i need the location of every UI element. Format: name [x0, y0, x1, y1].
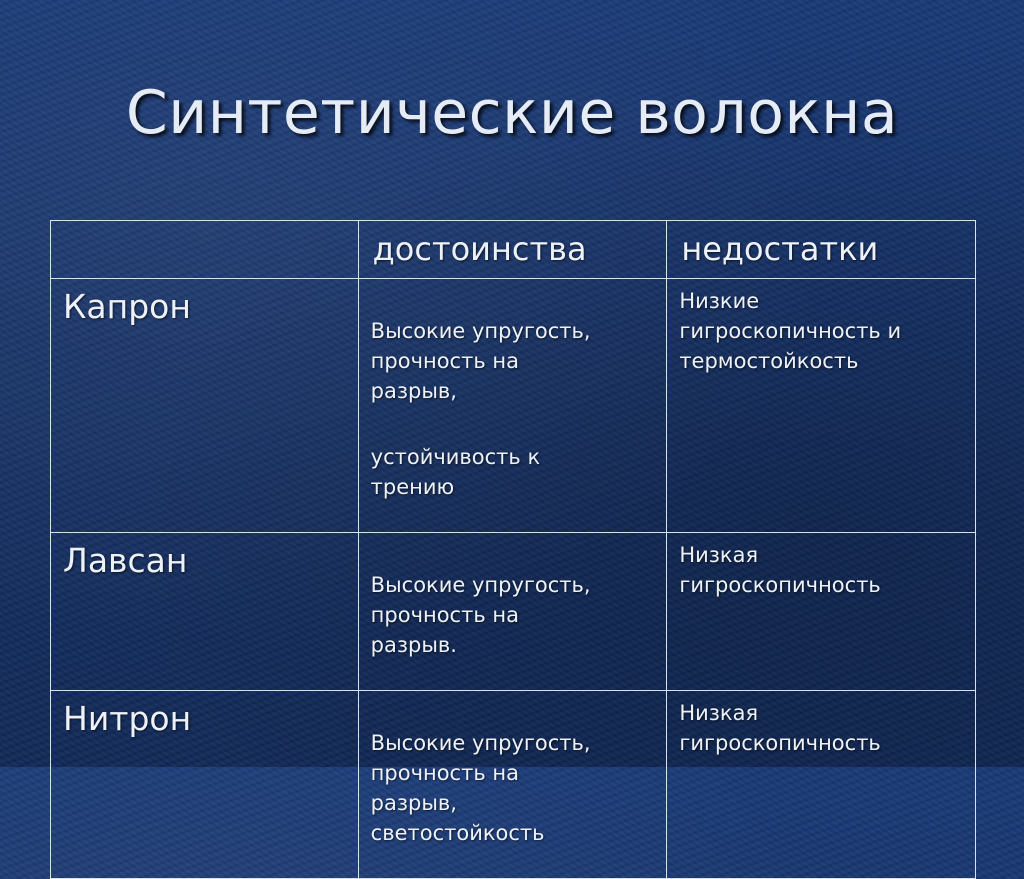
table-row [51, 691, 976, 879]
disadvantages-text: Низкие гигроскопичность и термостойкость [679, 289, 902, 373]
fiber-name-cell [51, 691, 359, 879]
fiber-name: Капрон [63, 287, 191, 326]
table-row [51, 279, 976, 533]
fibers-table [50, 220, 976, 879]
disadvantages-cell [667, 691, 976, 879]
header-cell-disadvantages [667, 221, 976, 279]
advantages-paragraph: устойчивость к трению [370, 445, 541, 499]
fiber-name-cell [51, 279, 359, 533]
fiber-name: Нитрон [63, 699, 192, 738]
header-cell-empty [51, 221, 359, 279]
advantages-text [359, 279, 667, 532]
table-row [51, 533, 976, 691]
advantages-cell [358, 279, 667, 533]
table-header-row [51, 221, 976, 279]
header-empty-label [51, 221, 358, 231]
advantages-paragraph: Высокие упругость, прочность на разрыв, [370, 319, 591, 403]
disadvantages-cell [667, 533, 976, 691]
disadvantages-text: Низкая гигроскопичность [679, 543, 881, 597]
advantages-paragraph: Высокие упругость, прочность на разрыв. [370, 573, 591, 657]
header-advantages-label: достоинства [372, 230, 587, 268]
disadvantages-text: Низкая гигроскопичность [679, 701, 881, 755]
advantages-text [359, 691, 667, 878]
advantages-paragraph: Высокие упругость, прочность на разрыв, светостойкость [370, 731, 591, 845]
header-cell-advantages [358, 221, 667, 279]
fiber-name: Лавсан [63, 541, 188, 580]
fiber-name-cell [51, 533, 359, 691]
disadvantages-cell [667, 279, 976, 533]
advantages-text [359, 533, 667, 690]
header-disadvantages-label: недостатки [681, 230, 879, 268]
advantages-cell [358, 691, 667, 879]
advantages-cell [358, 533, 667, 691]
slide-title: Синтетические волокна [125, 78, 899, 148]
